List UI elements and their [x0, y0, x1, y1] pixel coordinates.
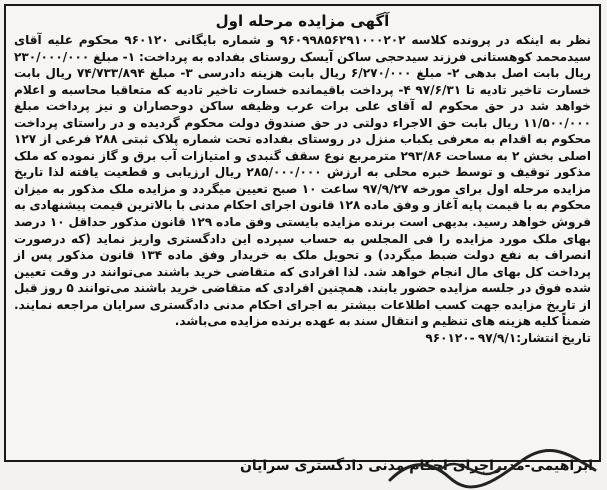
notice-body-block — [14, 32, 591, 346]
notice-signature: ابراهیمی-مدیراجرای احکام مدنی دادگستری سرایان — [239, 458, 593, 474]
notice-frame — [4, 4, 601, 462]
notice-body-text: نظر به اینکه در پرونده کلاسه ۹۶۰۹۹۸۵۶۲۹۱۰۰۰۲۰۲ و شماره بایگانی ۹۶۰۱۲۰ محکوم علیه آقای سیدمحمد کوهستانی فرزند سیدحجی ساکن آیسک روستای بفداده به پرداخت: ۱- مبلغ ۲۳۰/۰۰۰/۰۰۰ ریال بابت اصل بدهی ۲- مبلغ ۶/۲۷۰/۰۰۰ ریال بابت هزینه دادرسی ۳- مبلغ ۷۴/۷۳۳/۸۹۴ ریال بابت خسارت تاخیر تادیه تا ۹۷/۶/۳۱ ۴- پرداخت باقیمانده خسارت تاخیر تادیه که متعاقبا محاسبه و اعلام خواهد شد در حق محکوم له آقای علی برات عرب وظیفه ساکن دوحصاران و نیز پرداخت مبلغ ۱۱/۵۰۰/۰۰۰ ریال بابت حق الاجراء دولتی در حق صندوق دولت محکوم گردیده و در راستای پرداخت محکوم به اقدام به معرفی یکباب منزل در روستای بفداده تحت شماره پلاک ثبتی ۲۸۸ فرعی از ۱۲۷ اصلی بخش ۲ به مساحت ۲۹۳/۸۶ مترمربع نوع سقف گنبدی و امتیازات آب برق و گاز نموده که ملک مذکور توقیف و توسط خبره محلی به ارزش ۲۸۵/۰۰۰/۰۰۰ ریال ارزیابی و قطعیت یافته لذا تاریخ مزایده مرحله اول برای مورخه ۹۷/۹/۲۷ ساعت ۱۰ صبح تعیین میگردد و مزایده ملک مذکور به میزان محکوم به با قیمت پایه آغاز و وفق ماده ۱۲۸ قانون اجرای احکام مدنی با بالاترین قیمت پیشنهادی به فروش خواهد رسید. بدیهی است برنده مزایده بایستی وفق ماده ۱۲۹ قانون مذکور حداقل ۱۰ درصد بهای ملک مورد مزایده را فی المجلس به حساب سپرده این دادگستری واریز نماید (که درصورت انصراف به نفع دولت ضبط میگردد) و تحویل ملک به خریدار وفق ماده ۱۳۴ قانون مذکور پس از پرداخت کل بهای مال انجام خواهد شد. لذا افرادی که متقاضی خرید باشند می‌توانند در وقت تعیین شده فوق در جلسه مزایده حضور یابند. همچنین افرادی که متقاضی خرید باشند می‌توانند ۵ روز قبل از تاریخ مزایده جهت کسب اطلاعات بیشتر به اجرای احکام مدنی دادگستری سرایان مراجعه نمایند. ضمناً کلیه هزینه های تنظیم و انتقال سند به عهده برنده مزایده می‌باشد. — [14, 33, 592, 329]
notice-title: آگهی مزایده مرحله اول — [215, 12, 390, 30]
handwritten-scribble — [380, 440, 600, 490]
publish-date: تاریخ انتشار:۹۷/۹/۱ -۹۶۰۱۲۰ — [425, 330, 591, 345]
